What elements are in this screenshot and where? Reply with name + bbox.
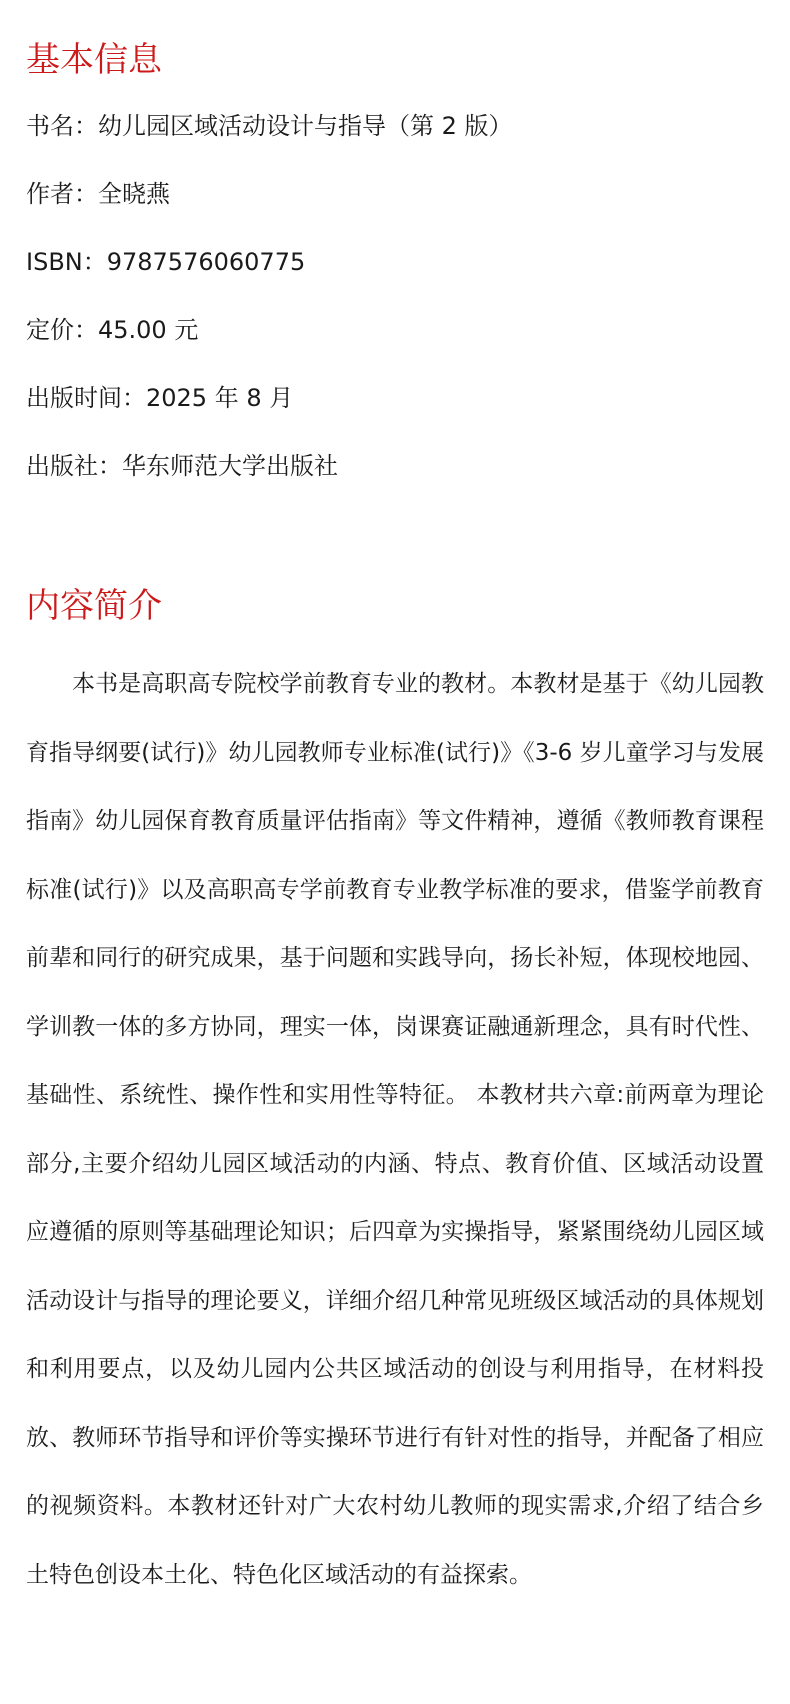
summary-heading: 内容简介 [26,586,162,626]
info-row-author: 作者：全晓燕 [26,180,170,208]
summary-paragraph: 本书是高职高专院校学前教育专业的教材。本教材是基于《幼儿园教育指导纲要(试行)》幼儿园教师专业标准(试行)》《3-6 岁儿童学习与发展指南》幼儿园保育教育质量评估指南》等文件精神，遵循《教师教育课程标准(试行)》以及高职高专学前教育专业教学标准的要求，借鉴学前教育前辈和同行的研究成果，基于问题和实践导向，扬长补短，体现校地园、学训教一体的多方协同，理实一体，岗课赛证融通新理念，具有时代性、基础性、系统性、操作性和实用性等特征。 本教材共六章:前两章为理论部分,主要介绍幼儿园区域活动的内涵、特点、教育价值、区域活动设置应遵循的原则等基础理论知识；后四章为实操指导，紧紧围绕幼儿园区域活动设计与指导的理论要义，详细介绍几种常见班级区域活动的具体规划和利用要点，以及幼儿园内公共区域活动的创设与利用指导，在材料投放、教师环节指导和评价等实操环节进行有针对性的指导，并配备了相应的视频资料。本教材还针对广大农村幼儿教师的现实需求,介绍了结合乡土特色创设本土化、特色化区域活动的有益探索。 [26,671,764,1588]
info-row-title: 书名：幼儿园区域活动设计与指导（第 2 版） [26,112,513,140]
basic-info-list [26,108,513,516]
info-row-isbn: ISBN：9787576060775 [26,248,306,276]
info-row-publish-date: 出版时间：2025 年 8 月 [26,384,294,412]
info-row-price: 定价：45.00 元 [26,316,199,344]
info-row-publisher: 出版社：华东师范大学出版社 [26,452,338,480]
basic-info-heading: 基本信息 [26,40,162,80]
